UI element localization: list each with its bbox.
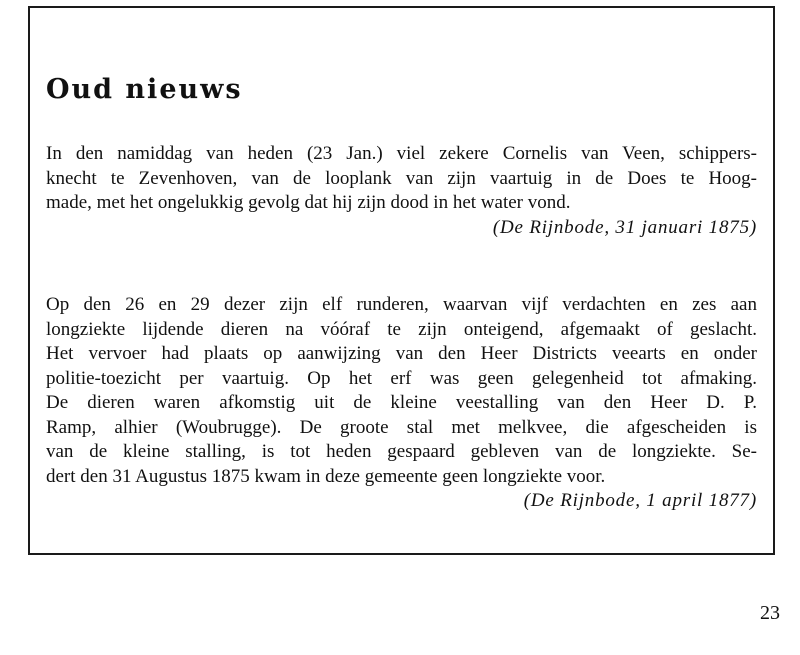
article-2-line-4: politie-toezicht per vaartuig. Op het erf was geen gelegenheid tot afmaking.: [46, 367, 757, 389]
article-1: [46, 142, 757, 240]
news-box: [28, 6, 775, 555]
box-title: Oud nieuws: [46, 74, 243, 105]
article-2-line-7: van de kleine stalling, is tot heden gespaard gebleven van de longziekte. Se-: [46, 441, 757, 462]
article-1-line-2: knecht te Zevenhoven, van de looplank van zijn vaartuig in de Does te Hoog-: [46, 167, 757, 189]
article-2-line-1: Op den 26 en 29 dezer zijn elf runderen, waarvan vijf verdachten en zes aan: [46, 294, 757, 315]
article-2-line-3: Het vervoer had plaats op aanwijzing van den Heer Districts veearts en onder: [46, 343, 757, 364]
article-2-line-2: longziekte lijdende dieren na vóóraf te zijn onteigend, afgemaakt of geslacht.: [46, 318, 757, 340]
article-2-source: (De Rijnbode, 1 april 1877): [523, 490, 757, 511]
article-2: [46, 293, 757, 514]
article-1-source: (De Rijnbode, 31 januari 1875): [492, 216, 757, 238]
article-1-line-3: made, met het ongelukkig gevolg dat hij zijn dood in het water vond.: [46, 192, 571, 213]
article-1-line-1: In den namiddag van heden (23 Jan.) viel zekere Cornelis van Veen, schippers-: [46, 143, 757, 164]
article-2-line-8: dert den 31 Augustus 1875 kwam in deze gemeente geen longziekte voor.: [46, 465, 606, 487]
article-2-line-6: Ramp, alhier (Woubrugge). De groote stal met melkvee, die afgescheiden is: [46, 416, 757, 438]
article-2-line-5: De dieren waren afkomstig uit de kleine veestalling van den Heer D. P.: [46, 392, 757, 413]
page-number: 23: [760, 602, 780, 624]
